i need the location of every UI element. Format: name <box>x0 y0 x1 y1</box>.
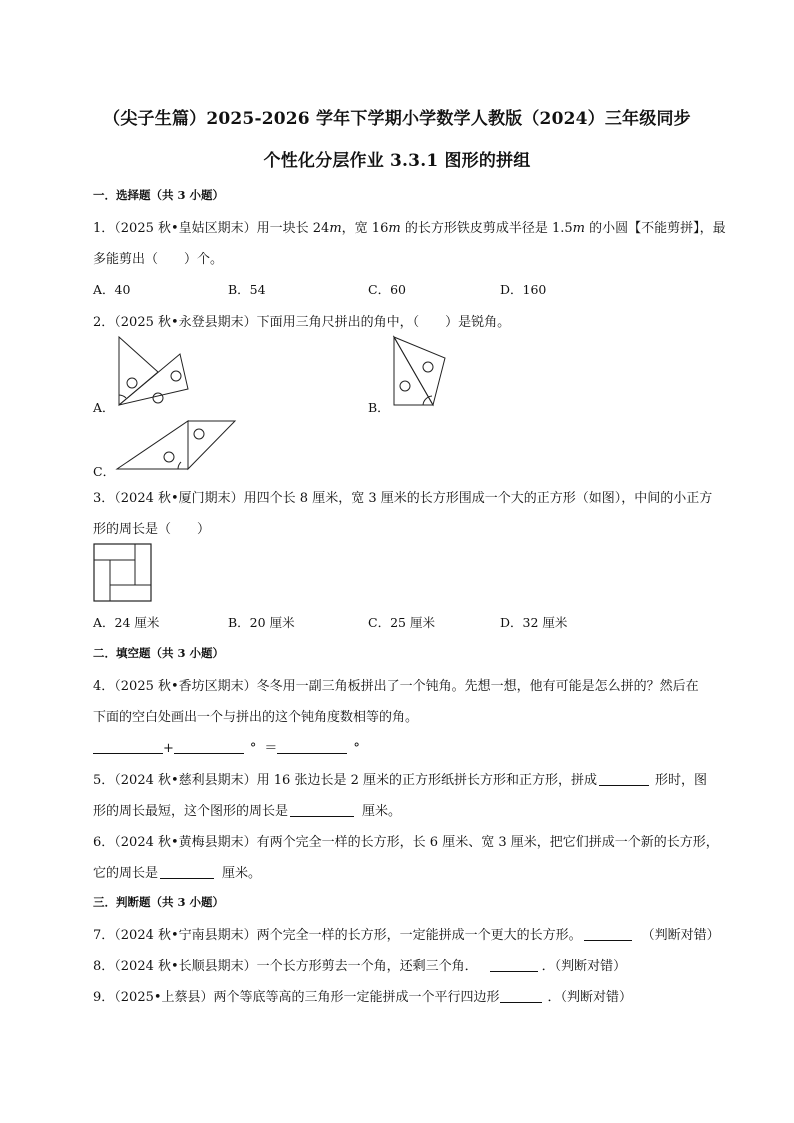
q3-option-d[interactable]: D．32 厘米 <box>500 615 568 630</box>
section-judge-heading: 三．判断题（共 3 小题） <box>93 895 225 909</box>
question-5-line2 <box>93 800 401 819</box>
q8-text: 8．（2024 秋•长顺县期末）一个长方形剪去一个角，还剩三个角． <box>93 959 478 974</box>
q5-text-a: 5．（2024 秋•慈利县期末）用 16 张边长是 2 厘米的正方形纸拼长方形和正方形，拼成 <box>93 773 597 788</box>
q4-blank-1[interactable] <box>93 739 163 754</box>
question-6-line2 <box>93 862 261 881</box>
question-6-line1: 6．（2024 秋•黄梅县期末）有两个完全一样的长方形，长 6 厘米、宽 3 厘米，把它们拼成一个新的长方形， <box>93 835 719 850</box>
ruler-hole <box>153 393 163 403</box>
question-1-line1 <box>93 217 726 236</box>
q5-text-c: 形的周长最短，这个图形的周长是 <box>93 804 289 819</box>
q1-text-a: 1．（2025 秋•皇姑区期末）用一块长 24 <box>93 221 330 236</box>
question-4-line1: 4．（2025 秋•香坊区期末）冬冬用一副三角板拼出了一个钝角。先想一想，他有可能是怎么拼的？然后在 <box>93 679 699 694</box>
page-title-line2: 个性化分层作业 3.3.1 图形的拼组 <box>263 151 531 171</box>
q4-blank-3[interactable] <box>277 739 347 754</box>
q6-text-a: 它的周长是 <box>93 866 159 881</box>
q1-text-b: ，宽 16 <box>341 221 389 236</box>
q8-tail: ．（判断对错） <box>541 959 627 974</box>
q8-blank[interactable] <box>490 957 538 972</box>
equals-sign: ＝ <box>264 741 278 756</box>
q2-option-a-label[interactable]: A． <box>93 400 115 415</box>
q1-text-d: 的小圆【不能剪拼】，最 <box>584 221 726 236</box>
q2-figure-c[interactable] <box>113 416 241 472</box>
q2-figure-b[interactable] <box>385 334 455 410</box>
q1-unit: m <box>572 221 585 236</box>
q9-blank[interactable] <box>500 988 542 1003</box>
question-5-line1 <box>93 769 707 788</box>
question-3-line2: 形的周长是（ ） <box>93 522 211 537</box>
q7-text: 7．（2024 秋•宁南县期末）两个完全一样的长方形，一定能拼成一个更大的长方形。 <box>93 928 582 943</box>
ruler-hole <box>400 381 410 391</box>
rectangle-piece <box>94 544 135 560</box>
q1-option-d[interactable]: D．160 <box>500 282 547 297</box>
section-choice-heading: 一．选择题（共 3 小题） <box>93 188 225 202</box>
rectangle-piece <box>135 544 151 585</box>
rectangle-piece <box>94 560 110 601</box>
q3-square-figure <box>93 543 153 603</box>
q2-option-c-label[interactable]: C． <box>93 464 116 479</box>
q5-text-b: 形时，图 <box>655 773 708 788</box>
rectangle-piece <box>110 585 151 601</box>
ruler-hole <box>171 371 181 381</box>
q4-blank-2[interactable] <box>174 739 244 754</box>
q7-blank[interactable] <box>584 926 632 941</box>
q1-unit: m <box>329 221 342 236</box>
ruler-hole <box>164 452 174 462</box>
q1-unit: m <box>388 221 401 236</box>
question-9 <box>93 986 632 1005</box>
q3-option-c[interactable]: C．25 厘米 <box>368 615 435 630</box>
triangle-ruler <box>394 337 445 405</box>
plus-sign: + <box>163 741 174 756</box>
degree-symbol: ° <box>249 741 257 756</box>
q1-option-b[interactable]: B．54 <box>228 282 266 297</box>
q9-tail: ．（判断对错） <box>547 990 633 1005</box>
angle-arc <box>119 395 126 398</box>
q9-text: 9．（2025•上蔡县）两个等底等高的三角形一定能拼成一个平行四边形 <box>93 990 500 1005</box>
triangle-ruler <box>119 337 158 405</box>
question-4-line2: 下面的空白处画出一个与拼出的这个钝角度数相等的角。 <box>93 710 419 725</box>
q5-blank-1[interactable] <box>599 771 649 786</box>
q1-option-c[interactable]: C．60 <box>368 282 406 297</box>
ruler-hole <box>127 378 137 388</box>
degree-symbol: ° <box>353 741 360 756</box>
question-2-stem: 2．（2025 秋•永登县期末）下面用三角尺拼出的角中，（ ）是锐角。 <box>93 315 511 330</box>
ruler-hole <box>194 429 204 439</box>
q3-option-b[interactable]: B．20 厘米 <box>228 615 295 630</box>
triangle-ruler <box>117 421 188 469</box>
q1-text-c: 的长方形铁皮剪成半径是 1.5 <box>400 221 573 236</box>
outer-square <box>94 544 151 601</box>
q5-blank-2[interactable] <box>290 802 354 817</box>
q3-option-a[interactable]: A．24 厘米 <box>93 615 160 630</box>
q6-text-b: 厘米。 <box>222 866 262 881</box>
triangle-ruler <box>188 421 235 469</box>
q5-text-d: 厘米。 <box>362 804 402 819</box>
q2-figure-a[interactable] <box>110 334 195 410</box>
section-fill-heading: 二．填空题（共 3 小题） <box>93 646 225 660</box>
question-1-line2: 多能剪出（ ）个。 <box>93 252 224 267</box>
q2-option-b-label[interactable]: B． <box>368 400 390 415</box>
q7-tail: （判断对错） <box>641 928 720 943</box>
q1-option-a[interactable]: A．40 <box>93 282 131 297</box>
question-7 <box>93 924 720 943</box>
angle-arc <box>178 462 181 469</box>
page-title-line1: （尖子生篇）2025-2026 学年下学期小学数学人教版（2024）三年级同步 <box>103 109 691 129</box>
question-8 <box>93 955 626 974</box>
q6-blank[interactable] <box>160 864 214 879</box>
ruler-hole <box>423 362 433 372</box>
question-4-answer-row <box>93 737 360 756</box>
question-3-line1: 3．（2024 秋•厦门期末）用四个长 8 厘米，宽 3 厘米的长方形围成一个大的正方形（如图），中间的小正方 <box>93 491 713 506</box>
